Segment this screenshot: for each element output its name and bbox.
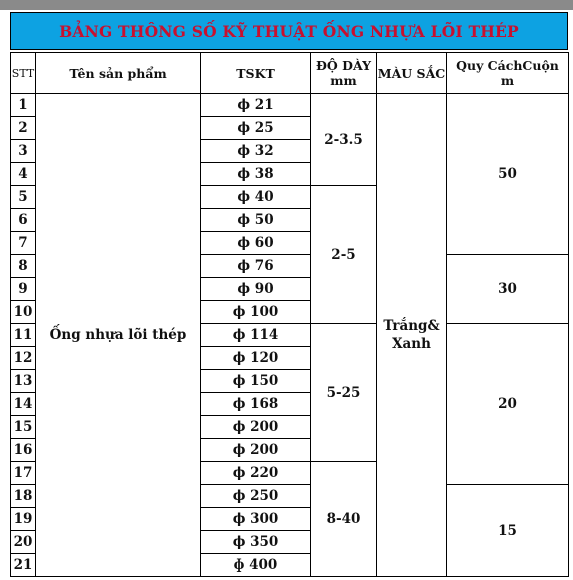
cell-tskt: ϕ 32 [201, 140, 311, 163]
cell-tskt: ϕ 200 [201, 439, 311, 462]
cell-tskt: ϕ 25 [201, 117, 311, 140]
cell-tskt: ϕ 250 [201, 485, 311, 508]
header-row [11, 53, 569, 94]
header-roll-line2: m [500, 73, 515, 88]
cell-stt: 4 [11, 163, 36, 186]
cell-thickness: 2-5 [311, 186, 377, 324]
cell-stt: 20 [11, 531, 36, 554]
header-product-name: Tên sản phẩm [36, 53, 201, 94]
cell-stt: 13 [11, 370, 36, 393]
header-thickness-line1: ĐỘ DÀY [315, 58, 371, 73]
cell-stt: 11 [11, 324, 36, 347]
cell-tskt: ϕ 120 [201, 347, 311, 370]
cell-roll-length: 20 [447, 324, 569, 485]
cell-tskt: ϕ 21 [201, 94, 311, 117]
cell-roll-length: 15 [447, 485, 569, 577]
cell-stt: 18 [11, 485, 36, 508]
cell-stt: 14 [11, 393, 36, 416]
cell-tskt: ϕ 40 [201, 186, 311, 209]
cell-stt: 19 [11, 508, 36, 531]
table-body [11, 94, 569, 577]
cell-tskt: ϕ 76 [201, 255, 311, 278]
cell-roll-length: 30 [447, 255, 569, 324]
header-tskt: TSKT [201, 53, 311, 94]
cell-tskt: ϕ 114 [201, 324, 311, 347]
cell-tskt: ϕ 100 [201, 301, 311, 324]
cell-tskt: ϕ 200 [201, 416, 311, 439]
cell-stt: 9 [11, 278, 36, 301]
cell-stt: 16 [11, 439, 36, 462]
cell-stt: 21 [11, 554, 36, 577]
cell-stt: 7 [11, 232, 36, 255]
cell-tskt: ϕ 168 [201, 393, 311, 416]
cell-tskt: ϕ 350 [201, 531, 311, 554]
header-roll-line1: Quy CáchCuộn [456, 58, 559, 73]
cell-product-name: Ống nhựa lõi thép [36, 94, 201, 577]
cell-tskt: ϕ 300 [201, 508, 311, 531]
cell-tskt: ϕ 38 [201, 163, 311, 186]
cell-tskt: ϕ 150 [201, 370, 311, 393]
cell-stt: 6 [11, 209, 36, 232]
cell-thickness: 5-25 [311, 324, 377, 462]
color-line1: Trắng& [383, 318, 440, 334]
cell-roll-length: 50 [447, 94, 569, 255]
cell-thickness: 8-40 [311, 462, 377, 577]
cell-tskt: ϕ 60 [201, 232, 311, 255]
header-stt: STT [11, 53, 36, 94]
cell-color [377, 94, 447, 577]
cell-stt: 5 [11, 186, 36, 209]
cell-stt: 10 [11, 301, 36, 324]
cell-stt: 2 [11, 117, 36, 140]
cell-stt: 8 [11, 255, 36, 278]
table-title: BẢNG THÔNG SỐ KỸ THUẬT ỐNG NHỰA LÕI THÉP [10, 12, 568, 50]
table-row [11, 94, 569, 117]
header-thickness-line2: mm [330, 73, 357, 88]
spec-table [10, 52, 569, 577]
header-roll [447, 53, 569, 94]
top-strip [0, 0, 573, 10]
header-color: MÀU SẮC [377, 53, 447, 94]
color-line2: Xanh [392, 336, 431, 352]
cell-stt: 17 [11, 462, 36, 485]
cell-stt: 1 [11, 94, 36, 117]
cell-tskt: ϕ 50 [201, 209, 311, 232]
cell-thickness: 2-3.5 [311, 94, 377, 186]
cell-tskt: ϕ 220 [201, 462, 311, 485]
cell-stt: 3 [11, 140, 36, 163]
cell-tskt: ɸ 400 [201, 554, 311, 577]
cell-tskt: ϕ 90 [201, 278, 311, 301]
header-thickness [311, 53, 377, 94]
cell-stt: 12 [11, 347, 36, 370]
cell-stt: 15 [11, 416, 36, 439]
